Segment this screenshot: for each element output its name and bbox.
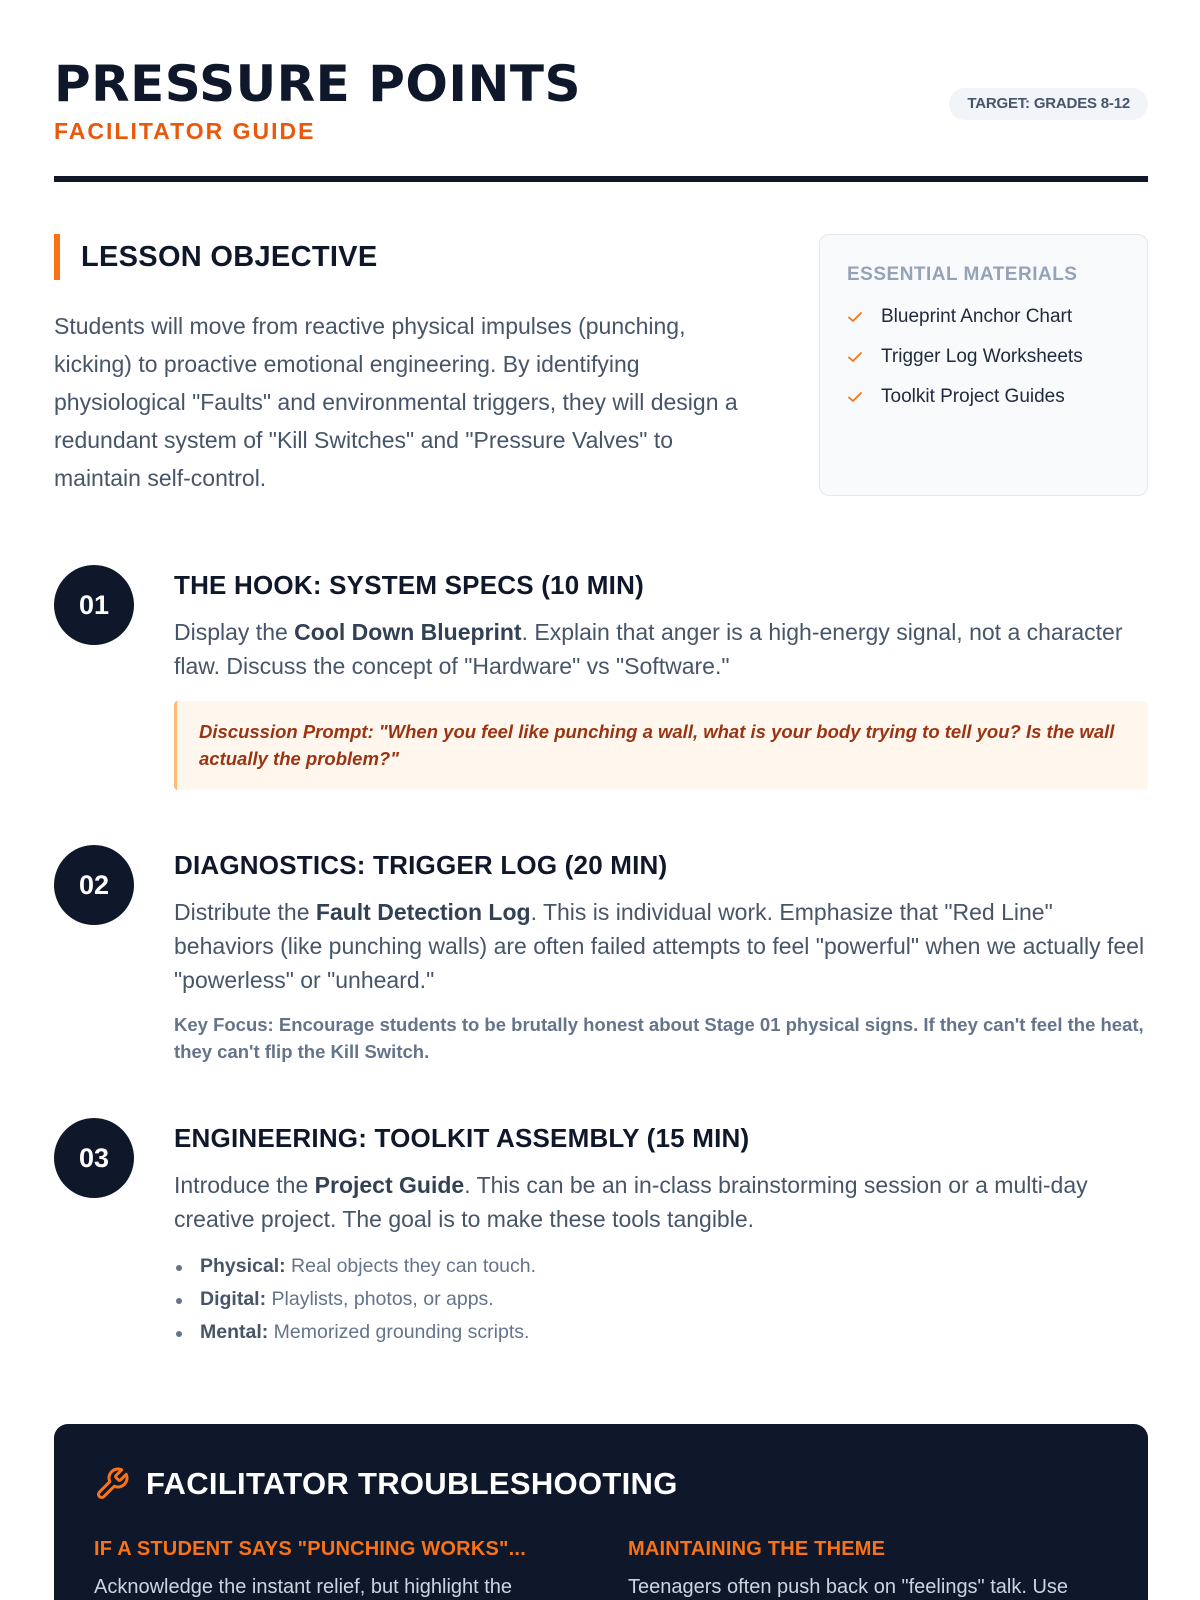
troubleshooting-column-punching — [94, 1536, 574, 1600]
check-icon — [847, 309, 863, 325]
step-text-post: . This is individual work. Emphasize that "Red Line" behaviors (like punching walls) are often failed attempts to feel "powerful" when we actually feel "powerless" or "unheard." — [174, 899, 1145, 993]
step-text — [174, 895, 1148, 997]
target-grades-badge: TARGET: GRADES 8-12 — [949, 88, 1148, 120]
column-text: Teenagers often push back on "feelings" talk. Use — [628, 1576, 1069, 1598]
troubleshooting-panel — [54, 1424, 1148, 1600]
materials-item — [847, 337, 1147, 377]
materials-list — [847, 297, 1147, 417]
bullet-text: Real objects they can touch. — [285, 1255, 537, 1277]
bullet-label: Digital: — [200, 1288, 267, 1310]
column-title: IF A STUDENT SAYS "PUNCHING WORKS"... — [94, 1538, 526, 1560]
materials-item — [847, 297, 1147, 337]
step-text-post: . This can be an in-class brainstorming session or a multi-day creative project. The goal is to make these tools tangible. — [174, 1172, 1088, 1232]
step-body — [174, 845, 1148, 1065]
column-text: Acknowledge the instant relief, but highlight the — [94, 1576, 513, 1598]
step-text-highlight: Cool Down Blueprint — [294, 619, 522, 645]
materials-card — [819, 234, 1148, 496]
step-text-pre: Introduce the — [174, 1172, 315, 1198]
page-title: PRESSURE POINTS — [54, 55, 581, 113]
toolkit-bullet-list — [174, 1250, 1148, 1349]
objective-heading: LESSON OBJECTIVE — [54, 234, 377, 280]
bullet-item — [174, 1316, 1148, 1349]
troubleshooting-title: FACILITATOR TROUBLESHOOTING — [146, 1466, 678, 1501]
step-text-highlight: Project Guide — [314, 1172, 465, 1198]
column-title: MAINTAINING THE THEME — [628, 1538, 886, 1560]
step-text-highlight: Fault Detection Log — [315, 899, 531, 925]
troubleshooting-column-theme — [628, 1536, 1108, 1600]
discussion-prompt: Discussion Prompt: "When you feel like punching a wall, what is your body trying to tell you? Is the wall actually the problem?" — [174, 701, 1148, 790]
bullet-label: Physical: — [200, 1255, 286, 1277]
bullet-item — [174, 1250, 1148, 1283]
facilitator-guide-page — [54, 0, 1148, 1600]
step-text — [174, 615, 1148, 683]
wrench-icon — [94, 1466, 130, 1502]
step-text-pre: Distribute the — [174, 899, 316, 925]
materials-item-label: Toolkit Project Guides — [881, 386, 1065, 407]
materials-title: ESSENTIAL MATERIALS — [847, 264, 1078, 285]
step-number: 02 — [54, 845, 134, 925]
bullet-text: Playlists, photos, or apps. — [266, 1288, 494, 1310]
step-body — [174, 1118, 1148, 1349]
step-number: 01 — [54, 565, 134, 645]
step-title: DIAGNOSTICS: TRIGGER LOG (20 MIN) — [174, 850, 668, 880]
materials-item-label: Blueprint Anchor Chart — [881, 306, 1073, 327]
materials-item — [847, 377, 1147, 417]
check-icon — [847, 389, 863, 405]
step-text-post: . Explain that anger is a high-energy signal, not a character flaw. Discuss the concept of "Hardware" vs "Software." — [174, 619, 1123, 679]
page-header — [54, 55, 1148, 182]
objective-text: Students will move from reactive physical impulses (punching, kicking) to proactive emotional engineering. By identifying physiological "Faults" and environmental triggers, they will design a redundant system of "Kill Switches" and "Pressure Valves" to maintain self-control. — [54, 313, 738, 491]
step-text-pre: Display the — [174, 619, 295, 645]
page-subtitle: FACILITATOR GUIDE — [54, 118, 316, 144]
step-number: 03 — [54, 1118, 134, 1198]
step-body — [174, 565, 1148, 790]
bullet-item — [174, 1283, 1148, 1316]
troubleshooting-heading — [94, 1464, 1108, 1504]
bullet-label: Mental: — [200, 1321, 269, 1343]
step-title: THE HOOK: SYSTEM SPECS (10 MIN) — [174, 570, 644, 600]
materials-item-label: Trigger Log Worksheets — [881, 346, 1083, 367]
step-title: ENGINEERING: TOOLKIT ASSEMBLY (15 MIN) — [174, 1123, 750, 1153]
step-text — [174, 1168, 1148, 1236]
bullet-text: Memorized grounding scripts. — [268, 1321, 530, 1343]
key-focus-note: Key Focus: Encourage students to be brutally honest about Stage 01 physical signs. If they can't feel the heat, they can't flip the Kill Switch. — [174, 1014, 1144, 1062]
check-icon — [847, 349, 863, 365]
